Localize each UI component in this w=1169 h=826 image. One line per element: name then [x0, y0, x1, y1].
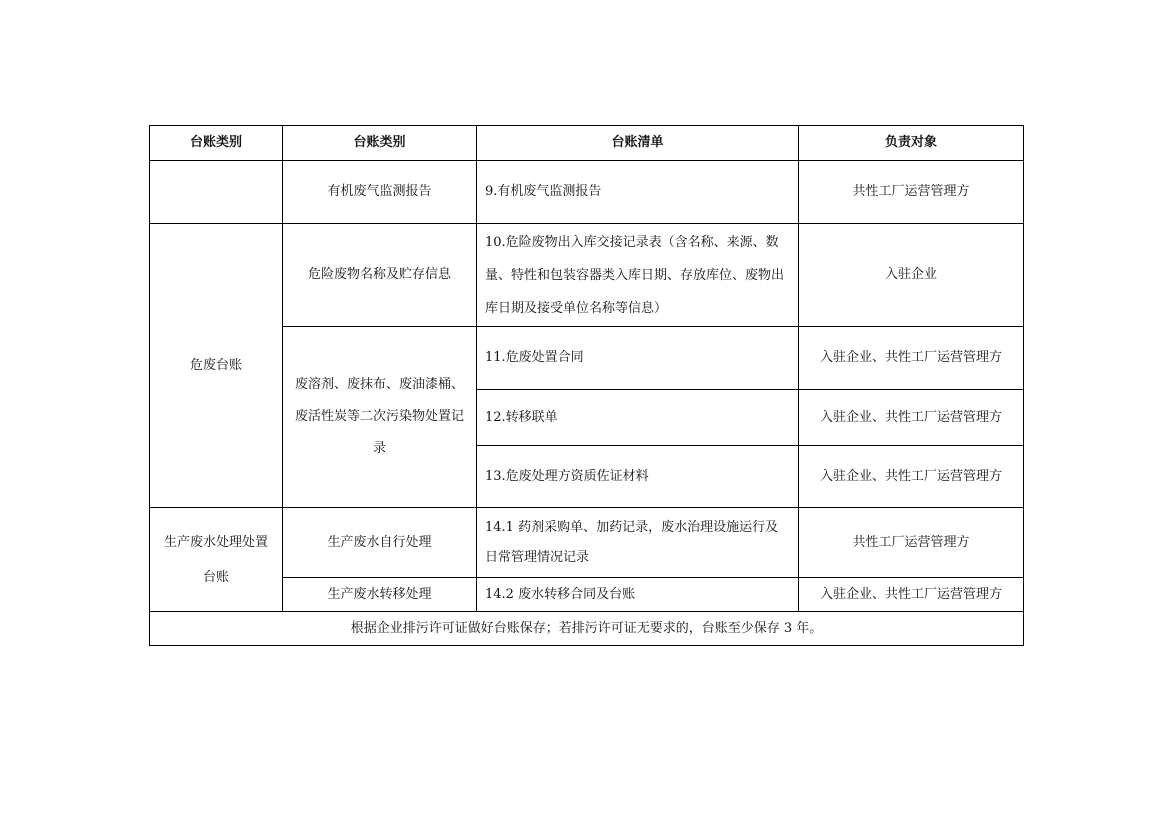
owner-cell: 共性工厂运营管理方 [799, 508, 1024, 578]
list-cell: 11.危废处置合同 [477, 327, 799, 390]
header-owner: 负责对象 [799, 126, 1024, 161]
header-list: 台账清单 [477, 126, 799, 161]
table-row [150, 161, 1024, 224]
list-cell: 12.转移联单 [477, 390, 799, 446]
owner-cell: 入驻企业、共性工厂运营管理方 [799, 446, 1024, 508]
table-row [150, 224, 1024, 327]
list-cell: 14.2 废水转移合同及台账 [477, 578, 799, 612]
subcategory-cell: 生产废水自行处理 [283, 508, 477, 578]
owner-cell: 入驻企业、共性工厂运营管理方 [799, 327, 1024, 390]
owner-cell: 入驻企业、共性工厂运营管理方 [799, 578, 1024, 612]
table-row [150, 508, 1024, 578]
owner-cell: 入驻企业 [799, 224, 1024, 327]
footnote-row [150, 612, 1024, 646]
list-cell: 14.1 药剂采购单、加药记录，废水治理设施运行及日常管理情况记录 [477, 508, 799, 578]
empty-category-cell [150, 161, 283, 224]
owner-cell: 入驻企业、共性工厂运营管理方 [799, 390, 1024, 446]
subcategory-cell: 生产废水转移处理 [283, 578, 477, 612]
subcategory-cell: 危险废物名称及贮存信息 [283, 224, 477, 327]
header-category: 台账类别 [150, 126, 283, 161]
owner-cell: 共性工厂运营管理方 [799, 161, 1024, 224]
subcategory-cell: 废溶剂、废抹布、废油漆桶、废活性炭等二次污染物处置记录 [283, 327, 477, 508]
header-subcategory: 台账类别 [283, 126, 477, 161]
list-cell: 13.危废处理方资质佐证材料 [477, 446, 799, 508]
category-cell-wastewater: 生产废水处理处置台账 [150, 508, 283, 612]
ledger-table [149, 125, 1024, 646]
list-cell: 9.有机废气监测报告 [477, 161, 799, 224]
footnote-cell: 根据企业排污许可证做好台账保存；若排污许可证无要求的，台账至少保存 3 年。 [150, 612, 1024, 646]
category-cell-hazardous: 危废台账 [150, 224, 283, 508]
list-cell: 10.危险废物出入库交接记录表（含名称、来源、数量、特性和包装容器类入库日期、存放库位、废物出库日期及接受单位名称等信息） [477, 224, 799, 327]
subcategory-cell: 有机废气监测报告 [283, 161, 477, 224]
table-header-row [150, 126, 1024, 161]
